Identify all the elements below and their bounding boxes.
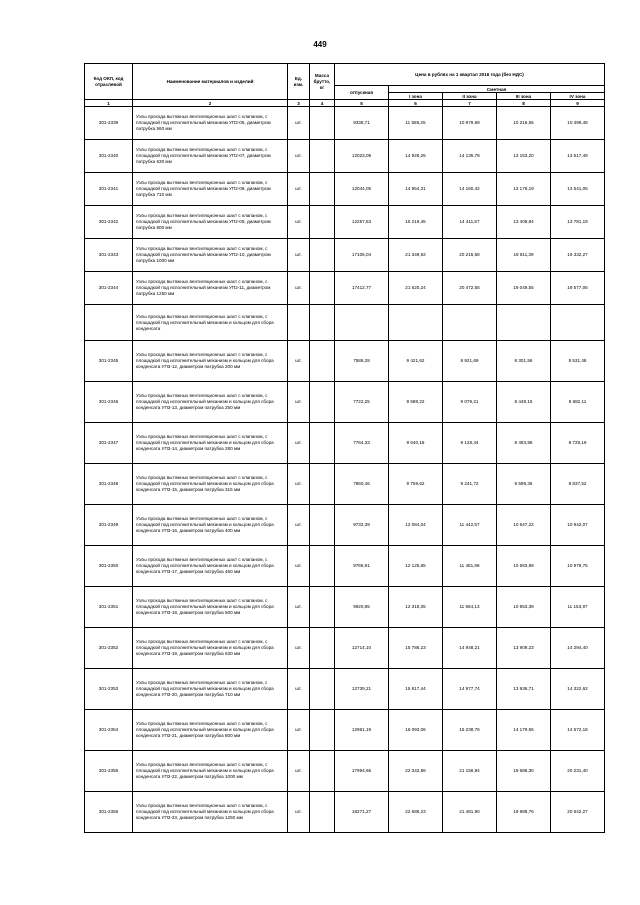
- cell-unit: шт.: [288, 341, 310, 382]
- cell-zone-3-price: 13 153,20: [497, 140, 551, 173]
- cell-name: Узлы прохода вытяжных вентиляционных шахт с клапаном, с площадкой под исполнительный механизм и кольцом для сбора конденсата УП3-21, диаметром патрубка 800 мм: [133, 710, 288, 751]
- cell-zone-4-price: 19 332,27: [551, 239, 605, 272]
- cell-name: Узлы прохода вытяжных вентиляционных шахт с клапаном, с площадкой под исполнительный механизм УП2-11, диаметром патрубка 1250 мм: [133, 272, 288, 305]
- cell-empty: [497, 305, 551, 341]
- cell-zone-4-price: 10 942,07: [551, 505, 605, 546]
- table-header: [85, 64, 605, 107]
- cell-unit: шт.: [288, 140, 310, 173]
- cell-zone-4-price: 13 541,06: [551, 173, 605, 206]
- cell-mass: [310, 382, 335, 423]
- cell-zone-4-price: 14 572,18: [551, 710, 605, 751]
- cell-name: Узлы прохода вытяжных вентиляционных шахт с клапаном, с площадкой под исполнительный механизм и кольцом для сбора конденсата УП3-15, диаметром патрубка 315 мм: [133, 464, 288, 505]
- price-table: [84, 63, 605, 833]
- column-numbers-row: [85, 100, 605, 107]
- cell-release-price: 7588,28: [335, 341, 389, 382]
- cell-unit: шт.: [288, 464, 310, 505]
- cell-zone-1-price: 12 125,65: [389, 546, 443, 587]
- cell-unit: шт.: [288, 272, 310, 305]
- cell-zone-4-price: 20 231,40: [551, 751, 605, 792]
- cell-unit: шт.: [288, 751, 310, 792]
- cell-unit: шт.: [288, 107, 310, 140]
- header-zone-3: III зона: [497, 93, 551, 100]
- cell-zone-1-price: 21 620,24: [389, 272, 443, 305]
- cell-unit: шт.: [288, 628, 310, 669]
- cell-code: 301-2355: [85, 751, 133, 792]
- cell-code: 301-2342: [85, 206, 133, 239]
- page-number: 449: [313, 40, 327, 49]
- cell-unit: шт.: [288, 423, 310, 464]
- cell-zone-1-price: 14 954,31: [389, 173, 443, 206]
- cell-release-price: 9732,39: [335, 505, 389, 546]
- cell-zone-1-price: 16 093,06: [389, 710, 443, 751]
- cell-unit: шт.: [288, 669, 310, 710]
- cell-code: 301-2351: [85, 587, 133, 628]
- group-caption-row: [85, 305, 605, 341]
- cell-zone-2-price: 15 238,76: [443, 710, 497, 751]
- cell-mass: [310, 710, 335, 751]
- header-release: отпускная: [335, 86, 389, 100]
- column-number: 7: [443, 100, 497, 107]
- cell-code: 301-2356: [85, 792, 133, 833]
- cell-mass: [310, 423, 335, 464]
- cell-unit: шт.: [288, 239, 310, 272]
- cell-zone-4-price: 20 542,27: [551, 792, 605, 833]
- table-row: [85, 140, 605, 173]
- table-row: [85, 710, 605, 751]
- cell-zone-2-price: 21 156,94: [443, 751, 497, 792]
- table-row: [85, 587, 605, 628]
- cell-release-price: 7764,33: [335, 423, 389, 464]
- cell-unit: шт.: [288, 382, 310, 423]
- cell-unit: шт.: [288, 710, 310, 751]
- cell-zone-4-price: 13 517,49: [551, 140, 605, 173]
- cell-release-price: 17412,77: [335, 272, 389, 305]
- cell-zone-4-price: 8 837,52: [551, 464, 605, 505]
- cell-mass: [310, 173, 335, 206]
- cell-release-price: 12044,05: [335, 173, 389, 206]
- cell-zone-4-price: 14 294,40: [551, 628, 605, 669]
- cell-zone-1-price: 9 759,62: [389, 464, 443, 505]
- cell-zone-2-price: 9 128,44: [443, 423, 497, 464]
- cell-zone-3-price: 19 686,30: [497, 751, 551, 792]
- cell-name: Узлы прохода вытяжных вентиляционных шахт с клапаном, с площадкой под исполнительный механизм УП2-09, диаметром патрубка 800 мм: [133, 206, 288, 239]
- cell-zone-2-price: 9 241,72: [443, 464, 497, 505]
- cell-unit: шт.: [288, 792, 310, 833]
- cell-release-price: 12023,09: [335, 140, 389, 173]
- cell-zone-3-price: 8 448,15: [497, 382, 551, 423]
- cell-name: Узлы прохода вытяжных вентиляционных шахт с клапаном, с площадкой под исполнительный механизм УП2-10, диаметром патрубка 1000 мм: [133, 239, 288, 272]
- cell-zone-3-price: 8 599,36: [497, 464, 551, 505]
- cell-name: Узлы прохода вытяжных вентиляционных шахт с клапаном, с площадкой под исполнительный механизм и кольцом для сбора конденсата УП3-14, диаметром патрубка 280 мм: [133, 423, 288, 464]
- cell-release-price: 12739,21: [335, 669, 389, 710]
- cell-zone-3-price: 8 301,56: [497, 341, 551, 382]
- cell-zone-4-price: 10 499,48: [551, 107, 605, 140]
- cell-zone-3-price: 13 909,23: [497, 628, 551, 669]
- cell-name: Узлы прохода вытяжных вентиляционных шахт с клапаном, с площадкой под исполнительный механизм и кольцом для сбора конденсата УП3-16, диаметром патрубка 400 мм: [133, 505, 288, 546]
- header-zone-1: I зона: [389, 93, 443, 100]
- cell-release-price: 12714,10: [335, 628, 389, 669]
- cell-zone-2-price: 14 948,21: [443, 628, 497, 669]
- cell-release-price: 9338,71: [335, 107, 389, 140]
- cell-name: Узлы прохода вытяжных вентиляционных шахт с клапаном, с площадкой под исполнительный механизм и кольцом для сбора конденсата УП3-17, диаметром патрубка 450 мм: [133, 546, 288, 587]
- cell-zone-1-price: 15 219,45: [389, 206, 443, 239]
- table-row: [85, 792, 605, 833]
- cell-release-price: 7722,25: [335, 382, 389, 423]
- cell-name: Узлы прохода вытяжных вентиляционных шахт с клапаном, с площадкой под исполнительный механизм УП2-06, диаметром патрубка 560 мм: [133, 107, 288, 140]
- column-number: 8: [497, 100, 551, 107]
- cell-zone-2-price: 20 215,58: [443, 239, 497, 272]
- cell-code: 301-2339: [85, 107, 133, 140]
- cell-release-price: 9765,91: [335, 546, 389, 587]
- cell-code: 301-2354: [85, 710, 133, 751]
- cell-name: Узлы прохода вытяжных вентиляционных шахт с клапаном, с площадкой под исполнительный механизм и кольцом для сбора конденсата УП3-13, диаметром патрубка 250 мм: [133, 382, 288, 423]
- cell-zone-2-price: 20 472,55: [443, 272, 497, 305]
- column-number: 5: [335, 100, 389, 107]
- table-row: [85, 751, 605, 792]
- cell-zone-3-price: 18 811,39: [497, 239, 551, 272]
- cell-zone-2-price: 9 079,21: [443, 382, 497, 423]
- cell-zone-1-price: 22 686,23: [389, 792, 443, 833]
- cell-zone-3-price: 13 409,84: [497, 206, 551, 239]
- cell-zone-2-price: 14 160,42: [443, 173, 497, 206]
- cell-name: Узлы прохода вытяжных вентиляционных шахт с клапаном, с площадкой под исполнительный механизм и кольцом для сбора конденсата УП3-20, диаметром патрубка 710 мм: [133, 669, 288, 710]
- cell-release-price: 7860,46: [335, 464, 389, 505]
- cell-code: 301-2346: [85, 382, 133, 423]
- cell-zone-4-price: 19 577,06: [551, 272, 605, 305]
- cell-empty: [310, 305, 335, 341]
- cell-zone-2-price: 10 979,69: [443, 107, 497, 140]
- cell-empty: [551, 305, 605, 341]
- cell-zone-1-price: 14 928,25: [389, 140, 443, 173]
- cell-mass: [310, 341, 335, 382]
- cell-mass: [310, 587, 335, 628]
- cell-mass: [310, 792, 335, 833]
- cell-zone-3-price: 10 683,89: [497, 546, 551, 587]
- cell-zone-2-price: 14 135,78: [443, 140, 497, 173]
- cell-zone-3-price: 10 853,39: [497, 587, 551, 628]
- cell-code: 301-2353: [85, 669, 133, 710]
- header-zone-2: II зона: [443, 93, 497, 100]
- column-number: 2: [133, 100, 288, 107]
- cell-zone-1-price: 15 786,23: [389, 628, 443, 669]
- cell-name: Узлы прохода вытяжных вентиляционных шахт с клапаном, с площадкой под исполнительный механизм и кольцом для сбора конденсата УП3-18, диаметром патрубка 500 мм: [133, 587, 288, 628]
- cell-zone-3-price: 19 049,55: [497, 272, 551, 305]
- header-code: Код ОКП, код отраслевой: [85, 64, 133, 100]
- table-row: [85, 107, 605, 140]
- cell-zone-1-price: 22 342,98: [389, 751, 443, 792]
- table-row: [85, 239, 605, 272]
- header-zone-4: IV зона: [551, 93, 605, 100]
- cell-release-price: 9920,85: [335, 587, 389, 628]
- cell-release-price: 12257,63: [335, 206, 389, 239]
- table-row: [85, 628, 605, 669]
- cell-code: 301-2347: [85, 423, 133, 464]
- table-row: [85, 505, 605, 546]
- cell-mass: [310, 669, 335, 710]
- column-number: 1: [85, 100, 133, 107]
- cell-zone-4-price: 11 153,97: [551, 587, 605, 628]
- table-row: [85, 546, 605, 587]
- cell-zone-1-price: 11 586,25: [389, 107, 443, 140]
- cell-zone-1-price: 9 588,22: [389, 382, 443, 423]
- cell-zone-1-price: 21 349,92: [389, 239, 443, 272]
- cell-zone-1-price: 15 817,44: [389, 669, 443, 710]
- header-price-title: Цена в рублях на 1 квартал 2016 года (без НДС): [335, 64, 605, 86]
- cell-mass: [310, 751, 335, 792]
- table-body: [85, 107, 605, 833]
- cell-unit: шт.: [288, 546, 310, 587]
- cell-zone-4-price: 13 781,19: [551, 206, 605, 239]
- cell-zone-3-price: 10 647,22: [497, 505, 551, 546]
- table-row: [85, 382, 605, 423]
- cell-zone-3-price: 13 176,19: [497, 173, 551, 206]
- cell-zone-2-price: 8 921,69: [443, 341, 497, 382]
- table-row: [85, 464, 605, 505]
- cell-name: Узлы прохода вытяжных вентиляционных шахт с клапаном, с площадкой под исполнительный механизм и кольцом для сбора конденсата УП3-12, диаметром патрубка 200 мм: [133, 341, 288, 382]
- table-row: [85, 206, 605, 239]
- cell-release-price: 12961,19: [335, 710, 389, 751]
- group-caption: Узлы прохода вытяжных вентиляционных шахт с клапаном, с площадкой под исполнительный механизм и кольцом для сбора конденсата: [133, 305, 288, 341]
- table-row: [85, 173, 605, 206]
- header-unit: Ед. изм.: [288, 64, 310, 100]
- cell-zone-2-price: 11 664,13: [443, 587, 497, 628]
- header-name: Наименование материалов и изделий: [133, 64, 288, 100]
- cell-zone-2-price: 14 411,57: [443, 206, 497, 239]
- cell-mass: [310, 140, 335, 173]
- table-row: [85, 423, 605, 464]
- cell-release-price: 17994,66: [335, 751, 389, 792]
- cell-zone-3-price: 8 493,96: [497, 423, 551, 464]
- cell-empty: [443, 305, 497, 341]
- cell-zone-3-price: 10 216,55: [497, 107, 551, 140]
- cell-mass: [310, 546, 335, 587]
- cell-zone-3-price: 14 179,55: [497, 710, 551, 751]
- cell-unit: шт.: [288, 505, 310, 546]
- cell-zone-4-price: 8 729,19: [551, 423, 605, 464]
- cell-unit: шт.: [288, 587, 310, 628]
- cell-empty: [335, 305, 389, 341]
- cell-zone-2-price: 11 442,57: [443, 505, 497, 546]
- cell-name: Узлы прохода вытяжных вентиляционных шахт с клапаном, с площадкой под исполнительный механизм УП2-07, диаметром патрубка 630 мм: [133, 140, 288, 173]
- table-row: [85, 272, 605, 305]
- cell-code: 301-2340: [85, 140, 133, 173]
- cell-mass: [310, 505, 335, 546]
- cell-code: 301-2345: [85, 341, 133, 382]
- header-estimate: Сметная: [389, 86, 605, 93]
- cell-zone-4-price: 10 979,75: [551, 546, 605, 587]
- cell-code: 301-2352: [85, 628, 133, 669]
- cell-mass: [310, 272, 335, 305]
- cell-mass: [310, 464, 335, 505]
- cell-release-price: 17105,04: [335, 239, 389, 272]
- column-number: 6: [389, 100, 443, 107]
- cell-code: 301-2349: [85, 505, 133, 546]
- cell-empty: [288, 305, 310, 341]
- cell-zone-2-price: 21 481,90: [443, 792, 497, 833]
- cell-zone-4-price: 8 682,11: [551, 382, 605, 423]
- cell-zone-1-price: 12 318,05: [389, 587, 443, 628]
- cell-code: 301-2344: [85, 272, 133, 305]
- column-number: 3: [288, 100, 310, 107]
- cell-zone-3-price: 13 936,71: [497, 669, 551, 710]
- cell-mass: [310, 628, 335, 669]
- cell-unit: шт.: [288, 173, 310, 206]
- header-mass: Масса брутто, кг: [310, 64, 335, 100]
- cell-mass: [310, 107, 335, 140]
- cell-zone-3-price: 19 988,76: [497, 792, 551, 833]
- cell-release-price: 18271,27: [335, 792, 389, 833]
- cell-unit: шт.: [288, 206, 310, 239]
- cell-zone-4-price: 8 531,48: [551, 341, 605, 382]
- cell-code: 301-2343: [85, 239, 133, 272]
- cell-code: 301-2348: [85, 464, 133, 505]
- column-number: 9: [551, 100, 605, 107]
- cell-zone-2-price: 14 977,74: [443, 669, 497, 710]
- table-row: [85, 669, 605, 710]
- table-row: [85, 341, 605, 382]
- cell-mass: [310, 206, 335, 239]
- cell-code: [85, 305, 133, 341]
- cell-zone-1-price: 12 084,04: [389, 505, 443, 546]
- cell-zone-1-price: 9 640,18: [389, 423, 443, 464]
- cell-zone-2-price: 11 481,98: [443, 546, 497, 587]
- cell-name: Узлы прохода вытяжных вентиляционных шахт с клапаном, с площадкой под исполнительный механизм и кольцом для сбора конденсата УП3-23, диаметром патрубка 1250 мм: [133, 792, 288, 833]
- cell-name: Узлы прохода вытяжных вентиляционных шахт с клапаном, с площадкой под исполнительный механизм УП2-08, диаметром патрубка 710 мм: [133, 173, 288, 206]
- cell-name: Узлы прохода вытяжных вентиляционных шахт с клапаном, с площадкой под исполнительный механизм и кольцом для сбора конденсата УП3-19, диаметром патрубка 630 мм: [133, 628, 288, 669]
- column-number: 4: [310, 100, 335, 107]
- cell-name: Узлы прохода вытяжных вентиляционных шахт с клапаном, с площадкой под исполнительный механизм и кольцом для сбора конденсата УП3-22, диаметром патрубка 1000 мм: [133, 751, 288, 792]
- cell-code: 301-2341: [85, 173, 133, 206]
- cell-empty: [389, 305, 443, 341]
- cell-mass: [310, 239, 335, 272]
- cell-code: 301-2350: [85, 546, 133, 587]
- cell-zone-1-price: 9 421,62: [389, 341, 443, 382]
- cell-zone-4-price: 14 322,62: [551, 669, 605, 710]
